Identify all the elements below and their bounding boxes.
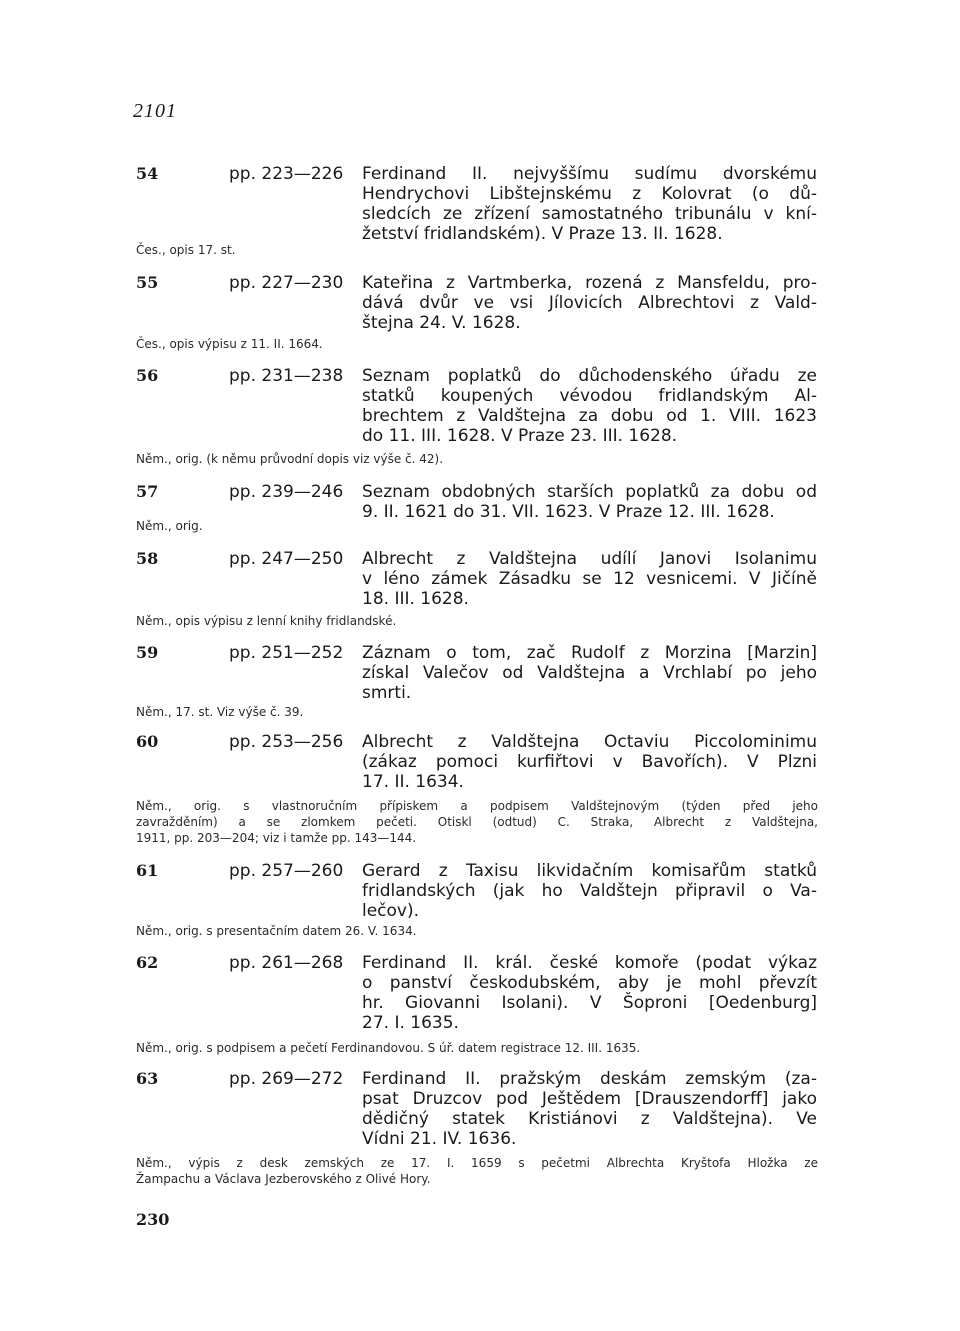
entry-number: 59: [136, 643, 159, 662]
entry-line: štejna 24. V. 1628.: [362, 313, 521, 333]
entry-note: [136, 613, 818, 629]
note-line: zavražděním) a se zlomkem pečeti. Otiskl (odtud) C. Straka, Albrecht z Valdštejna,: [136, 815, 818, 829]
entry-line: Seznam poplatků do důchodenského úřadu ze: [362, 366, 817, 386]
entry-pages: pp. 231—238: [229, 366, 344, 386]
entry-number: 62: [136, 953, 159, 972]
note-line: 1911, pp. 203—204; viz i tamže pp. 143—144.: [136, 831, 417, 845]
note-line: Něm., orig.: [136, 519, 203, 533]
note-line: Něm., výpis z desk zemských ze 17. I. 1659 s pečetmi Albrechta Kryštofa Hložka ze: [136, 1156, 818, 1170]
entry-line: 27. I. 1635.: [362, 1013, 459, 1033]
note-line: Něm., orig. s podpisem a pečetí Ferdinandovou. S úř. datem registrace 12. III. 1635.: [136, 1041, 641, 1055]
entry-line: Seznam obdobných starších poplatků za dobu od: [362, 482, 817, 502]
note-line: Čes., opis výpisu z 11. II. 1664.: [136, 337, 323, 351]
entry-number: 63: [136, 1069, 159, 1088]
entry-text: [362, 273, 817, 333]
entry-line: Záznam o tom, zač Rudolf z Morzina [Marzin]: [362, 643, 817, 663]
note-line: Něm., orig. (k němu průvodní dopis viz výše č. 42).: [136, 452, 444, 466]
entry-line: lečov).: [362, 901, 420, 921]
note-line: Něm., orig. s vlastnoručním přípiskem a podpisem Valdštejnovým (týden před jeho: [136, 799, 818, 813]
note-line: Žampachu a Václava Jezberovského z Olivé Hory.: [136, 1172, 431, 1186]
entry-pages: pp. 227—230: [229, 273, 344, 293]
entry-pages: pp. 239—246: [229, 482, 344, 502]
entry-line: 18. III. 1628.: [362, 589, 469, 609]
entry-note: [136, 923, 818, 939]
entry-pages: pp. 257—260: [229, 861, 344, 881]
note-line: Něm., 17. st. Viz výše č. 39.: [136, 705, 304, 719]
note-line: Něm., opis výpisu z lenní knihy fridlandské.: [136, 614, 397, 628]
entry-note: [136, 1040, 818, 1056]
entry-line: získal Valečov od Valdštejna a Vrchlabí po jeho: [362, 663, 817, 683]
entry-text: [362, 482, 817, 522]
entry-text: [362, 953, 817, 1033]
entry-line: do 11. III. 1628. V Praze 23. III. 1628.: [362, 426, 678, 446]
entry-line: Albrecht z Valdštejna Octaviu Piccolominimu: [362, 732, 817, 752]
entry-number: 54: [136, 164, 159, 183]
entry-pages: pp. 269—272: [229, 1069, 344, 1089]
entry-pages: pp. 251—252: [229, 643, 344, 663]
entry-text: [362, 549, 817, 609]
entry-line: smrti.: [362, 683, 412, 703]
entry-note: [136, 242, 818, 258]
note-line: Něm., orig. s presentačním datem 26. V. 1634.: [136, 924, 417, 938]
entry-note: [136, 451, 818, 467]
entry-text: [362, 366, 817, 446]
entry-number: 58: [136, 549, 159, 568]
entry-line: fridlandských (jak ho Valdštejn připravil o Va-: [362, 881, 817, 901]
entry-line: Ferdinand II. pražským deskám zemským (za-: [362, 1069, 817, 1089]
entry-line: Vídni 21. IV. 1636.: [362, 1129, 517, 1149]
entry-line: hr. Giovanni Isolani). V Šoproni [Oedenburg]: [362, 993, 817, 1013]
entry-note: [136, 798, 818, 846]
entry-line: 17. II. 1634.: [362, 772, 464, 792]
entry-pages: pp. 261—268: [229, 953, 344, 973]
entry-text: [362, 164, 817, 244]
entry-text: [362, 861, 817, 921]
entry-line: Kateřina z Vartmberka, rozená z Mansfeldu, pro-: [362, 273, 817, 293]
entry-line: (zákaz pomoci kurfiřtovi v Bavořích). V Plzni: [362, 752, 817, 772]
page-header-number: 2101: [133, 100, 177, 122]
entry-text: [362, 732, 817, 792]
entry-number: 57: [136, 482, 159, 501]
entry-note: [136, 518, 818, 534]
entry-line: statků koupených vévodou fridlandským Al-: [362, 386, 817, 406]
entry-line: Hendrychovi Libštejnskému z Kolovrat (o dů-: [362, 184, 817, 204]
entry-number: 56: [136, 366, 159, 385]
entry-note: [136, 336, 818, 352]
entry-pages: pp. 253—256: [229, 732, 344, 752]
page-footer-number: 230: [136, 1210, 170, 1229]
entry-line: brechtem z Valdštejna za dobu od 1. VIII. 1623: [362, 406, 817, 426]
entry-line: dává dvůr ve vsi Jílovicích Albrechtovi z Vald-: [362, 293, 817, 313]
entry-line: Ferdinand II. král. české komoře (podat výkaz: [362, 953, 817, 973]
entry-line: žetství fridlandském). V Praze 13. II. 1628.: [362, 224, 723, 244]
entry-number: 60: [136, 732, 159, 751]
entry-number: 55: [136, 273, 159, 292]
entry-line: Albrecht z Valdštejna udílí Janovi Isolanimu: [362, 549, 817, 569]
entry-pages: pp. 247—250: [229, 549, 344, 569]
entry-number: 61: [136, 861, 159, 880]
entry-note: [136, 704, 818, 720]
entry-pages: pp. 223—226: [229, 164, 344, 184]
entry-line: dědičný statek Kristiánovi z Valdštejna). Ve: [362, 1109, 817, 1129]
entry-line: 9. II. 1621 do 31. VII. 1623. V Praze 12. III. 1628.: [362, 502, 775, 522]
entry-line: Gerard z Taxisu likvidačním komisařům statků: [362, 861, 817, 881]
entry-note: [136, 1155, 818, 1187]
entry-text: [362, 643, 817, 703]
entry-line: Ferdinand II. nejvyššímu sudímu dvorskému: [362, 164, 817, 184]
entry-line: sledcích ze zřízení samostatného tribunálu v kní-: [362, 204, 817, 224]
note-line: Čes., opis 17. st.: [136, 243, 236, 257]
entry-line: v léno zámek Zásadku se 12 vesnicemi. V Jičíně: [362, 569, 817, 589]
entry-line: o panství českodubském, aby je mohl převzít: [362, 973, 817, 993]
entry-line: psat Druzcov pod Ještědem [Drauszendorff] jako: [362, 1089, 817, 1109]
entry-text: [362, 1069, 817, 1149]
